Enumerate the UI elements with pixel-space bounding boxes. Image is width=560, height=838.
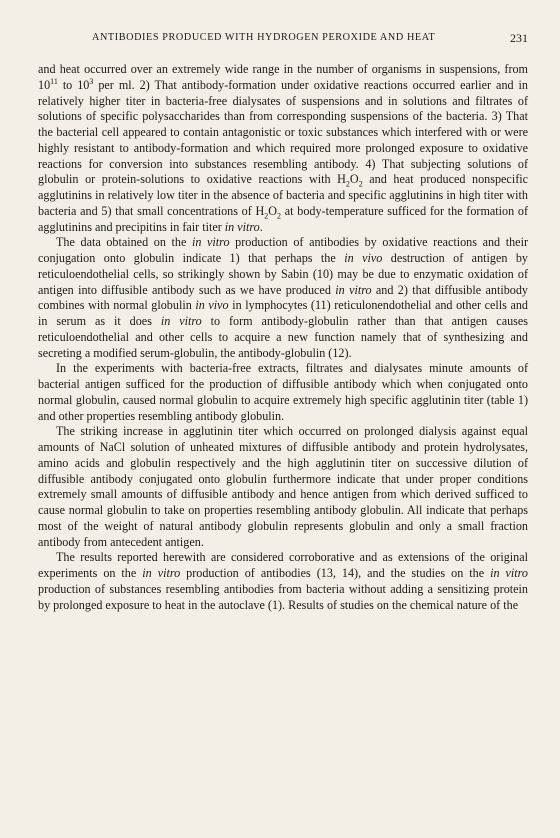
text-run: and 2) that diffusible antibody combines with normal globulin (38, 282, 528, 313)
text-run: to 10 (57, 77, 90, 92)
italic-term: in vivo (195, 298, 229, 313)
text-run: . (259, 219, 263, 234)
text-run: per ml. 2) That antibody-formation under oxidative reactions occurred earlier and in relatively higher titer in bacteria-free dialysates of suspensions and in solutions and filtrates of solutions of specific polysaccharides than from corresponding suspensions of the bacteria. 3) That the bacterial cell appeared to contain antagonistic or toxic substances which interfered with or were highly resistant to antibody-formation and which required more prolonged exposure to oxidative reactions for conversion into substances resembling antibody. 4) That subjecting solutions of globulin or protein-solutions to oxidative reactions with H (38, 77, 528, 187)
text-run: The results reported herewith are considered corroborative and as extensions of the original experiments on the (38, 550, 528, 580)
text-run: production of antibodies (13, 14), and the studies on the (180, 566, 491, 580)
italic-term: in vitro (490, 566, 528, 580)
page-number: 231 (510, 31, 528, 45)
text-run: in lymphocytes (11) reticulonendothelial and other cells and in serum as it does (38, 298, 528, 328)
text-run: and heat occurred over an extremely wide range in the number of organisms in suspensions, from 10 (38, 62, 528, 92)
text-run: In the experiments with bacteria-free extracts, filtrates and dialysates minute amounts of bacterial antigen sufficed for the production of diffusible antibody which when conjugated onto normal globulin, caused normal globulin to acquire extremely high specific agglutinin titer (table 1) and other properties resembling antibody globulin. (38, 361, 528, 423)
subscript: 2 (277, 211, 282, 221)
text-run: production of substances resembling antibodies from bacteria without adding a sensitizing protein by prolonged exposure to heat in the autoclave (1). Results of studies on the chemical nature of the (38, 581, 528, 612)
body-text (38, 62, 528, 613)
text-run: to form antibody-globulin rather than that antigen causes reticuloendothelial and other cells to acquire a new function namely that of synthesizing and secreting a modified serum-globulin, the antibody-globulin (12). (38, 314, 528, 360)
text-run: at body-temperature sufficed for the formation of agglutinins and precipitins in fair titer (38, 203, 528, 234)
italic-term: in vitro (335, 282, 372, 297)
superscript: 3 (89, 76, 94, 86)
paragraph (38, 361, 528, 424)
subscript: 2 (358, 179, 363, 189)
paragraph (38, 235, 528, 361)
text-run: O (268, 203, 278, 218)
paragraph (38, 424, 528, 550)
running-title: ANTIBODIES PRODUCED WITH HYDROGEN PEROXIDE AND HEAT (92, 32, 436, 43)
text-run: and heat produced nonspecific agglutinins in relatively low titer in the absence of bacteria and specific agglutinins in high titer with bacteria and 5) that small concentrations of H (38, 172, 528, 218)
subscript: 2 (345, 179, 350, 189)
text-run: destruction of antigen by reticuloendothelial cells, so strikingly shown by Sabin (10) may be due to enzymatic oxidation of antigen into diffusible antibody such as we have produced (38, 251, 528, 297)
text-run: The striking increase in agglutinin titer which occurred on prolonged dialysis against equal amounts of NaCl solution of unheated mixtures of diffusible antibody and protein hydrolysates, amino acids and globulin respectively and the high agglutinin titer on successive dilution of diffusible antibody conjugated onto globulin furthermore indicate that under proper conditions extremely small amounts of diffusible antibody and hence antigen from which derived sufficed to cause normal globulin to take on properties resembling antibody globulin. All indicate that perhaps most of the weight of natural antibody globulin represents globulin and only a small fraction antibody from antecedent antigen. (38, 424, 528, 549)
italic-term: in vitro (160, 314, 202, 328)
superscript: 11 (50, 76, 58, 86)
text-run: production of antibodies by oxidative reactions and their conjugation onto globulin indicate 1) that perhaps the (38, 235, 528, 265)
text-run: The data obtained on the (56, 235, 192, 250)
running-head (92, 32, 528, 48)
text-run: O (349, 172, 359, 187)
paragraph (38, 62, 528, 235)
paragraph (38, 550, 528, 613)
italic-term: in vivo (344, 251, 383, 265)
italic-term: in vitro (224, 219, 260, 234)
subscript: 2 (264, 211, 269, 221)
italic-term: in vitro (191, 235, 230, 250)
italic-term: in vitro (142, 566, 181, 580)
